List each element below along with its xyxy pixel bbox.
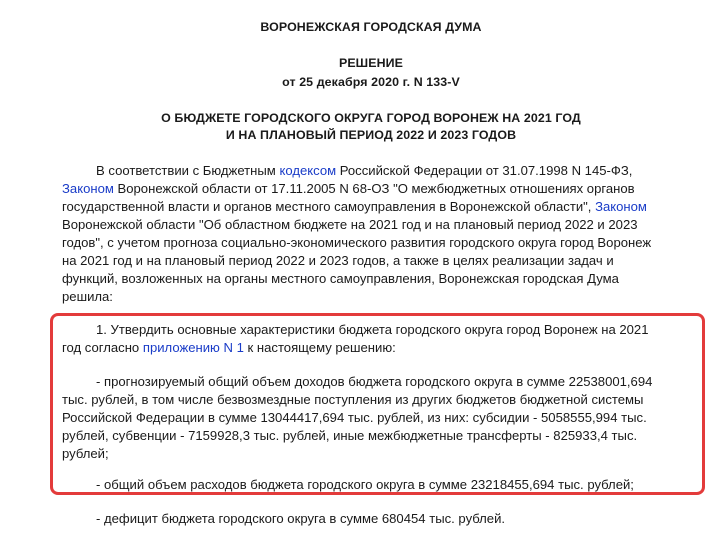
preamble-line: функций, возложенных на органы местного самоуправления, Воронежская городская Дума — [62, 271, 619, 286]
income-line: тыс. рублей, в том числе безвозмездные поступления из других бюджетов бюджетной системы — [62, 392, 644, 407]
law-link-2[interactable]: Законом — [595, 199, 647, 214]
expenses-paragraph — [62, 476, 684, 494]
doc-type: РЕШЕНИЕ — [338, 56, 404, 70]
income-line: - прогнозируемый общий объем доходов бюджета городского округа в сумме 22538001,694 — [96, 374, 653, 389]
item-1-line: 1. Утвердить основные характеристики бюджета городского округа город Воронеж на 2021 — [96, 322, 649, 337]
doc-date: от 25 декабря 2020 г. N 133-V — [282, 75, 460, 89]
preamble-line: Законом Воронежской области от 17.11.2005 N 68-ОЗ "О межбюджетных отношениях органов — [62, 181, 635, 196]
deficit-paragraph — [62, 510, 684, 528]
preamble-line: на 2021 год и на плановый период 2022 и 2023 годов, а также в целях реализации задач и — [62, 253, 614, 268]
preamble-line: годов", с учетом прогноза социально-экономического развития городского округа город Воронеж — [62, 235, 652, 250]
income-line: рублей; — [62, 446, 109, 461]
income-paragraph — [62, 373, 684, 463]
appendix-1-link[interactable]: приложению N 1 — [142, 340, 244, 355]
law-link-1[interactable]: Законом — [62, 181, 114, 196]
preamble-line: государственной власти и органов местного самоуправления в Воронежской области", Законом — [62, 199, 647, 214]
org-name: ВОРОНЕЖСКАЯ ГОРОДСКАЯ ДУМА — [260, 20, 482, 34]
preamble-line: Воронежской области "Об областном бюджете на 2021 год и на плановый период 2022 и 2023 — [62, 217, 638, 232]
income-line: Российской Федерации в сумме 13044417,694 тыс. рублей, из них: субсидии - 5058555,994 тыс. — [62, 410, 647, 425]
doc-title-line1: О БЮДЖЕТЕ ГОРОДСКОГО ОКРУГА ГОРОД ВОРОНЕЖ НА 2021 ГОД — [161, 111, 581, 125]
codex-link[interactable]: кодексом — [279, 163, 337, 178]
preamble-line: решила: — [62, 289, 113, 304]
item-1-line: год согласно приложению N 1 к настоящему решению: — [62, 340, 396, 355]
expenses-line: - общий объем расходов бюджета городского округа в сумме 23218455,694 тыс. рублей; — [96, 477, 634, 492]
preamble-paragraph — [62, 162, 684, 306]
preamble-line: В соответствии с Бюджетным кодексом Российской Федерации от 31.07.1998 N 145-ФЗ, — [96, 163, 633, 178]
income-line: рублей, субвенции - 7159928,3 тыс. рублей, иные межбюджетные трансферты - 825933,4 тыс. — [62, 428, 638, 443]
deficit-line: - дефицит бюджета городского округа в сумме 680454 тыс. рублей. — [96, 511, 506, 526]
doc-title-line2: И НА ПЛАНОВЫЙ ПЕРИОД 2022 И 2023 ГОДОВ — [225, 128, 517, 142]
item-1-paragraph — [62, 321, 684, 357]
